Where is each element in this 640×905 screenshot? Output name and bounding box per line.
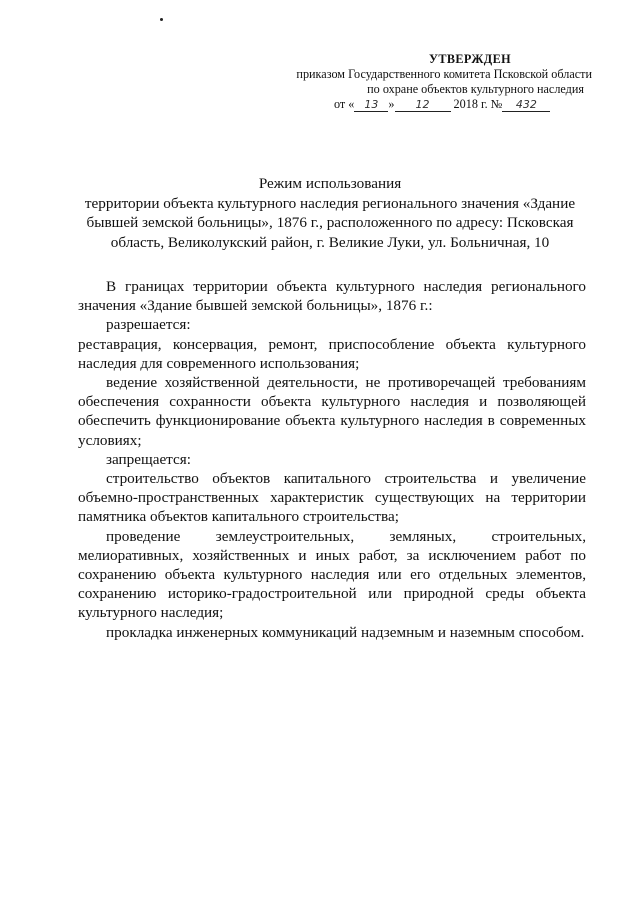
approval-stamp bbox=[270, 52, 610, 112]
paragraph-allowed-restoration: реставрация, консервация, ремонт, приспособление объекта культурного наследия для современного использования; bbox=[78, 335, 586, 372]
paragraph-allowed-heading: разрешается: bbox=[106, 316, 191, 334]
paragraph-forbidden-utilities: прокладка инженерных коммуникаций надземным и наземным способом. bbox=[106, 623, 585, 641]
approval-committee-line: по охране объектов культурного наследия bbox=[367, 82, 584, 96]
order-number: 432 bbox=[502, 99, 550, 112]
date-mid: » bbox=[388, 97, 395, 111]
paragraph-forbidden-works: проведение землеустроительных, земляных, строительных, мелиоративных, хозяйственных и иных работ, за исключением работ по сохранению объекта культурного наследия или его отдельных элементов, сохранению историко-градостроительной или природной среды объекта культурного наследия; bbox=[78, 527, 586, 622]
date-month: 12 bbox=[395, 99, 451, 112]
document-title bbox=[60, 174, 600, 252]
approval-heading: УТВЕРЖДЕН bbox=[429, 52, 511, 66]
paragraph-forbidden-construction: строительство объектов капитального строительства и увеличение объемно-пространственных характеристик существующих на территории памятника объектов капитального строительства; bbox=[78, 470, 586, 526]
date-year: 2018 г. № bbox=[453, 97, 503, 111]
approval-date-line bbox=[334, 97, 610, 112]
title-subject: территории объекта культурного наследия регионального значения «Здание бывшей земской больницы», 1876 г., расположенного по адресу: Псковская область, Великолукский район, г. Великие Луки, ул. Больничная, 10 bbox=[84, 194, 576, 251]
title-heading: Режим использования bbox=[258, 175, 402, 192]
approval-order-line: приказом Государственного комитета Псковской области bbox=[296, 67, 592, 81]
paragraph-intro: В границах территории объекта культурного наследия регионального значения «Здание бывшей земской больницы», 1876 г.: bbox=[78, 278, 586, 315]
paragraph-allowed-economic: ведение хозяйственной деятельности, не противоречащей требованиям обеспечения сохранности объекта культурного наследия и позволяющей обеспечить функционирование объекта культурного наследия в современных условиях; bbox=[78, 374, 586, 449]
paragraph-forbidden-heading: запрещается: bbox=[106, 450, 191, 468]
date-prefix: от « bbox=[334, 97, 355, 111]
document-body bbox=[78, 277, 586, 642]
date-day: 13 bbox=[354, 99, 388, 112]
scan-speck bbox=[160, 18, 163, 21]
